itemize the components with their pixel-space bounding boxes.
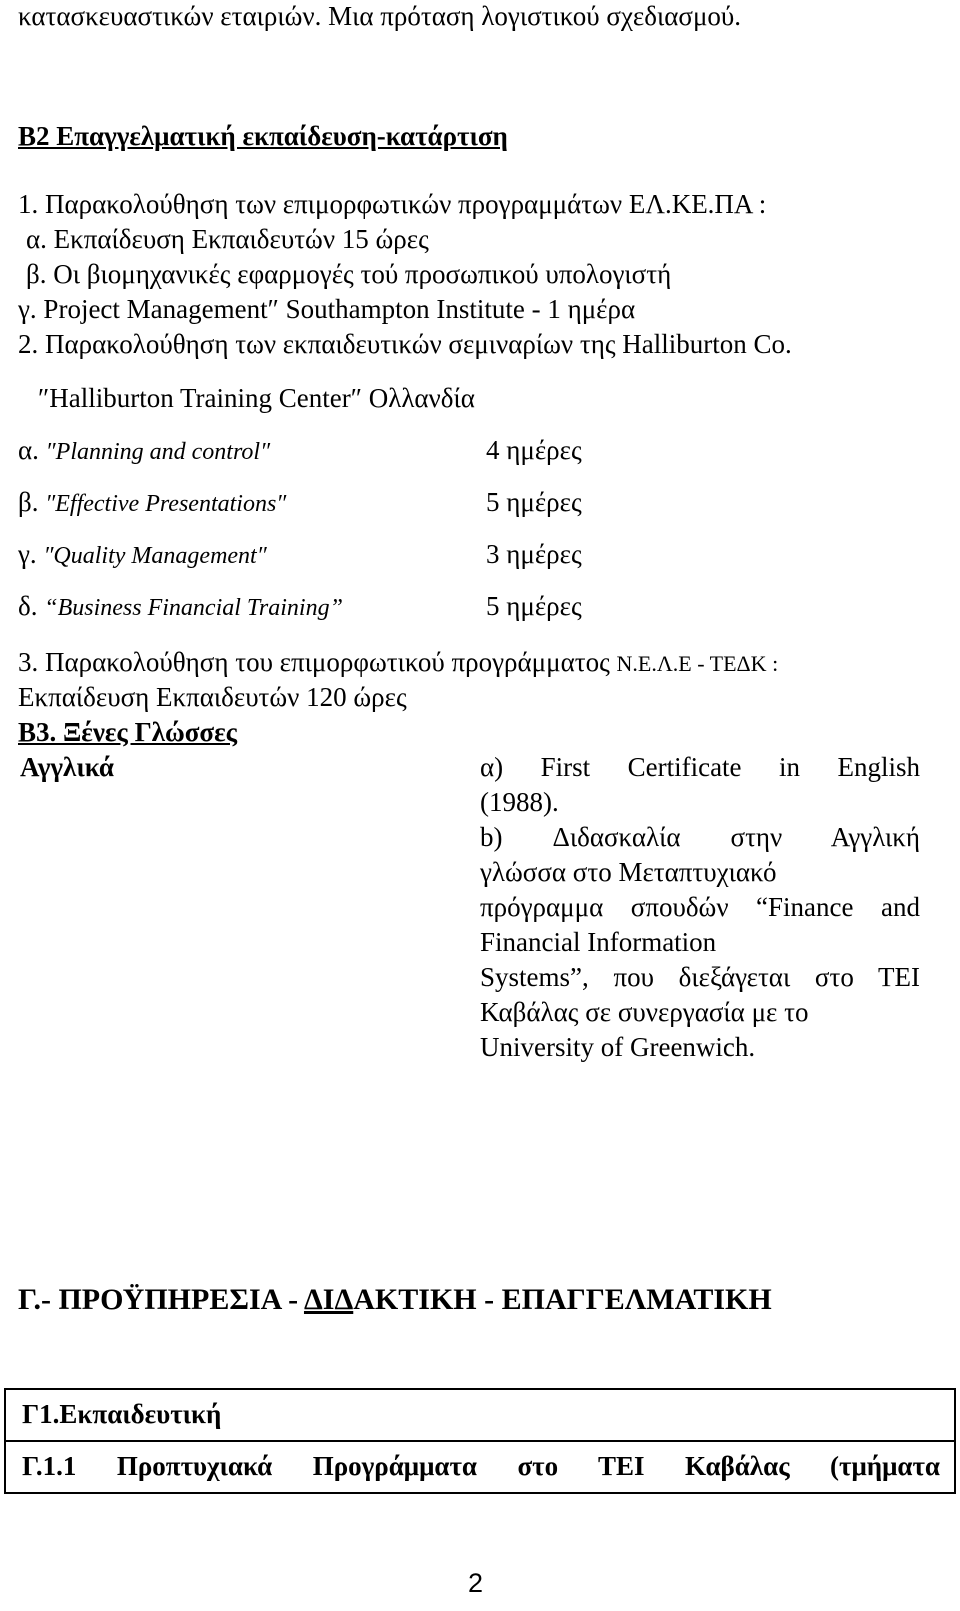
seminar-row bbox=[18, 434, 270, 468]
table-row bbox=[6, 1390, 954, 1440]
section-g-heading-underlined: ΔΙΔ bbox=[303, 1283, 354, 1316]
language-detail-line: Financial Information bbox=[480, 927, 717, 957]
table-row bbox=[6, 1440, 954, 1492]
seminar-duration: 5 ημέρες bbox=[486, 487, 582, 517]
language-detail-line: α) First Certificate in English bbox=[480, 752, 920, 782]
section-g-heading bbox=[18, 1282, 772, 1318]
b2-item-3-org: Ν.Ε.Λ.Ε - ΤΕΔΚ : bbox=[616, 651, 779, 676]
seminar-letter: δ. bbox=[18, 591, 38, 621]
language-detail-line: b) Διδασκαλία στην Αγγλική bbox=[480, 822, 920, 852]
language-detail-line: University of Greenwich. bbox=[480, 1032, 756, 1062]
seminar-title: “Business Financial Training” bbox=[44, 595, 343, 621]
seminar-letter: γ. bbox=[18, 539, 37, 569]
b2-item-2-center: ″Halliburton Training Center″ Ολλανδία bbox=[38, 383, 475, 413]
language-detail-line: Systems”, που διεξάγεται στο ΤΕΙ bbox=[480, 962, 920, 992]
b2-item-1c: γ. Project Management″ Southampton Institute - 1 ημέρα bbox=[18, 294, 636, 324]
top-line: κατασκευαστικών εταιριών. Μια πρόταση λογιστικού σχεδιασμού. bbox=[18, 1, 742, 31]
language-detail-line: πρόγραμμα σπουδών “Finance and bbox=[480, 892, 920, 922]
seminar-title: ″Effective Presentations″ bbox=[45, 491, 287, 517]
b2-item-3-line2: Εκπαίδευση Εκπαιδευτών 120 ώρες bbox=[18, 682, 407, 712]
seminar-title: ″Planning and control″ bbox=[45, 439, 271, 465]
page-number: 2 bbox=[468, 1568, 484, 1598]
seminar-letter: β. bbox=[18, 487, 39, 517]
b2-item-3-text: 3. Παρακολούθηση του επιμορφωτικού προγράμματος bbox=[18, 647, 610, 677]
b2-item-3 bbox=[18, 646, 778, 680]
language-detail-line: (1988). bbox=[480, 787, 559, 817]
seminar-duration: 3 ημέρες bbox=[486, 539, 582, 569]
b2-item-1b: β. Οι βιομηχανικές εφαρμογές τού προσωπικού υπολογιστή bbox=[26, 259, 672, 289]
seminar-duration: 5 ημέρες bbox=[486, 591, 582, 621]
language-detail-line: Καβάλας σε συνεργασία με το bbox=[480, 997, 809, 1027]
teaching-table bbox=[4, 1388, 956, 1494]
section-g-heading-suffix: ΑΚΤΙΚΗ - ΕΠΑΓΓΕΛΜΑΤΙΚΗ bbox=[353, 1283, 772, 1316]
b2-item-1a: α. Εκπαίδευση Εκπαιδευτών 15 ώρες bbox=[26, 224, 429, 254]
b2-item-1: 1. Παρακολούθηση των επιμορφωτικών προγραμμάτων ΕΛ.ΚΕ.ΠΑ : bbox=[18, 189, 767, 219]
b2-item-2: 2. Παρακολούθηση των εκπαιδευτικών σεμιναρίων της Halliburton Co. bbox=[18, 329, 792, 359]
seminar-letter: α. bbox=[18, 435, 39, 465]
language-detail-line: γλώσσα στο Μεταπτυχιακό bbox=[480, 857, 777, 887]
seminar-row bbox=[18, 486, 286, 520]
section-g-heading-prefix: Γ.- ΠΡΟΫΠΗΡΕΣΙΑ - bbox=[18, 1283, 304, 1316]
language-label: Αγγλικά bbox=[20, 752, 114, 782]
seminar-row bbox=[18, 590, 343, 624]
seminar-row bbox=[18, 538, 267, 572]
seminar-duration: 4 ημέρες bbox=[486, 435, 582, 465]
seminar-title: ″Quality Management″ bbox=[43, 543, 267, 569]
table-row-label: Γ.1.1 Προπτυχιακά Προγράμματα στο ΤΕΙ Καβάλας (τμήματα bbox=[22, 1451, 940, 1481]
section-b3-heading: Β3. Ξένες Γλώσσες bbox=[18, 717, 238, 747]
section-b2-heading: Β2 Επαγγελματική εκπαίδευση-κατάρτιση bbox=[18, 121, 508, 151]
table-row-label: Γ1.Εκπαιδευτική bbox=[22, 1399, 222, 1429]
